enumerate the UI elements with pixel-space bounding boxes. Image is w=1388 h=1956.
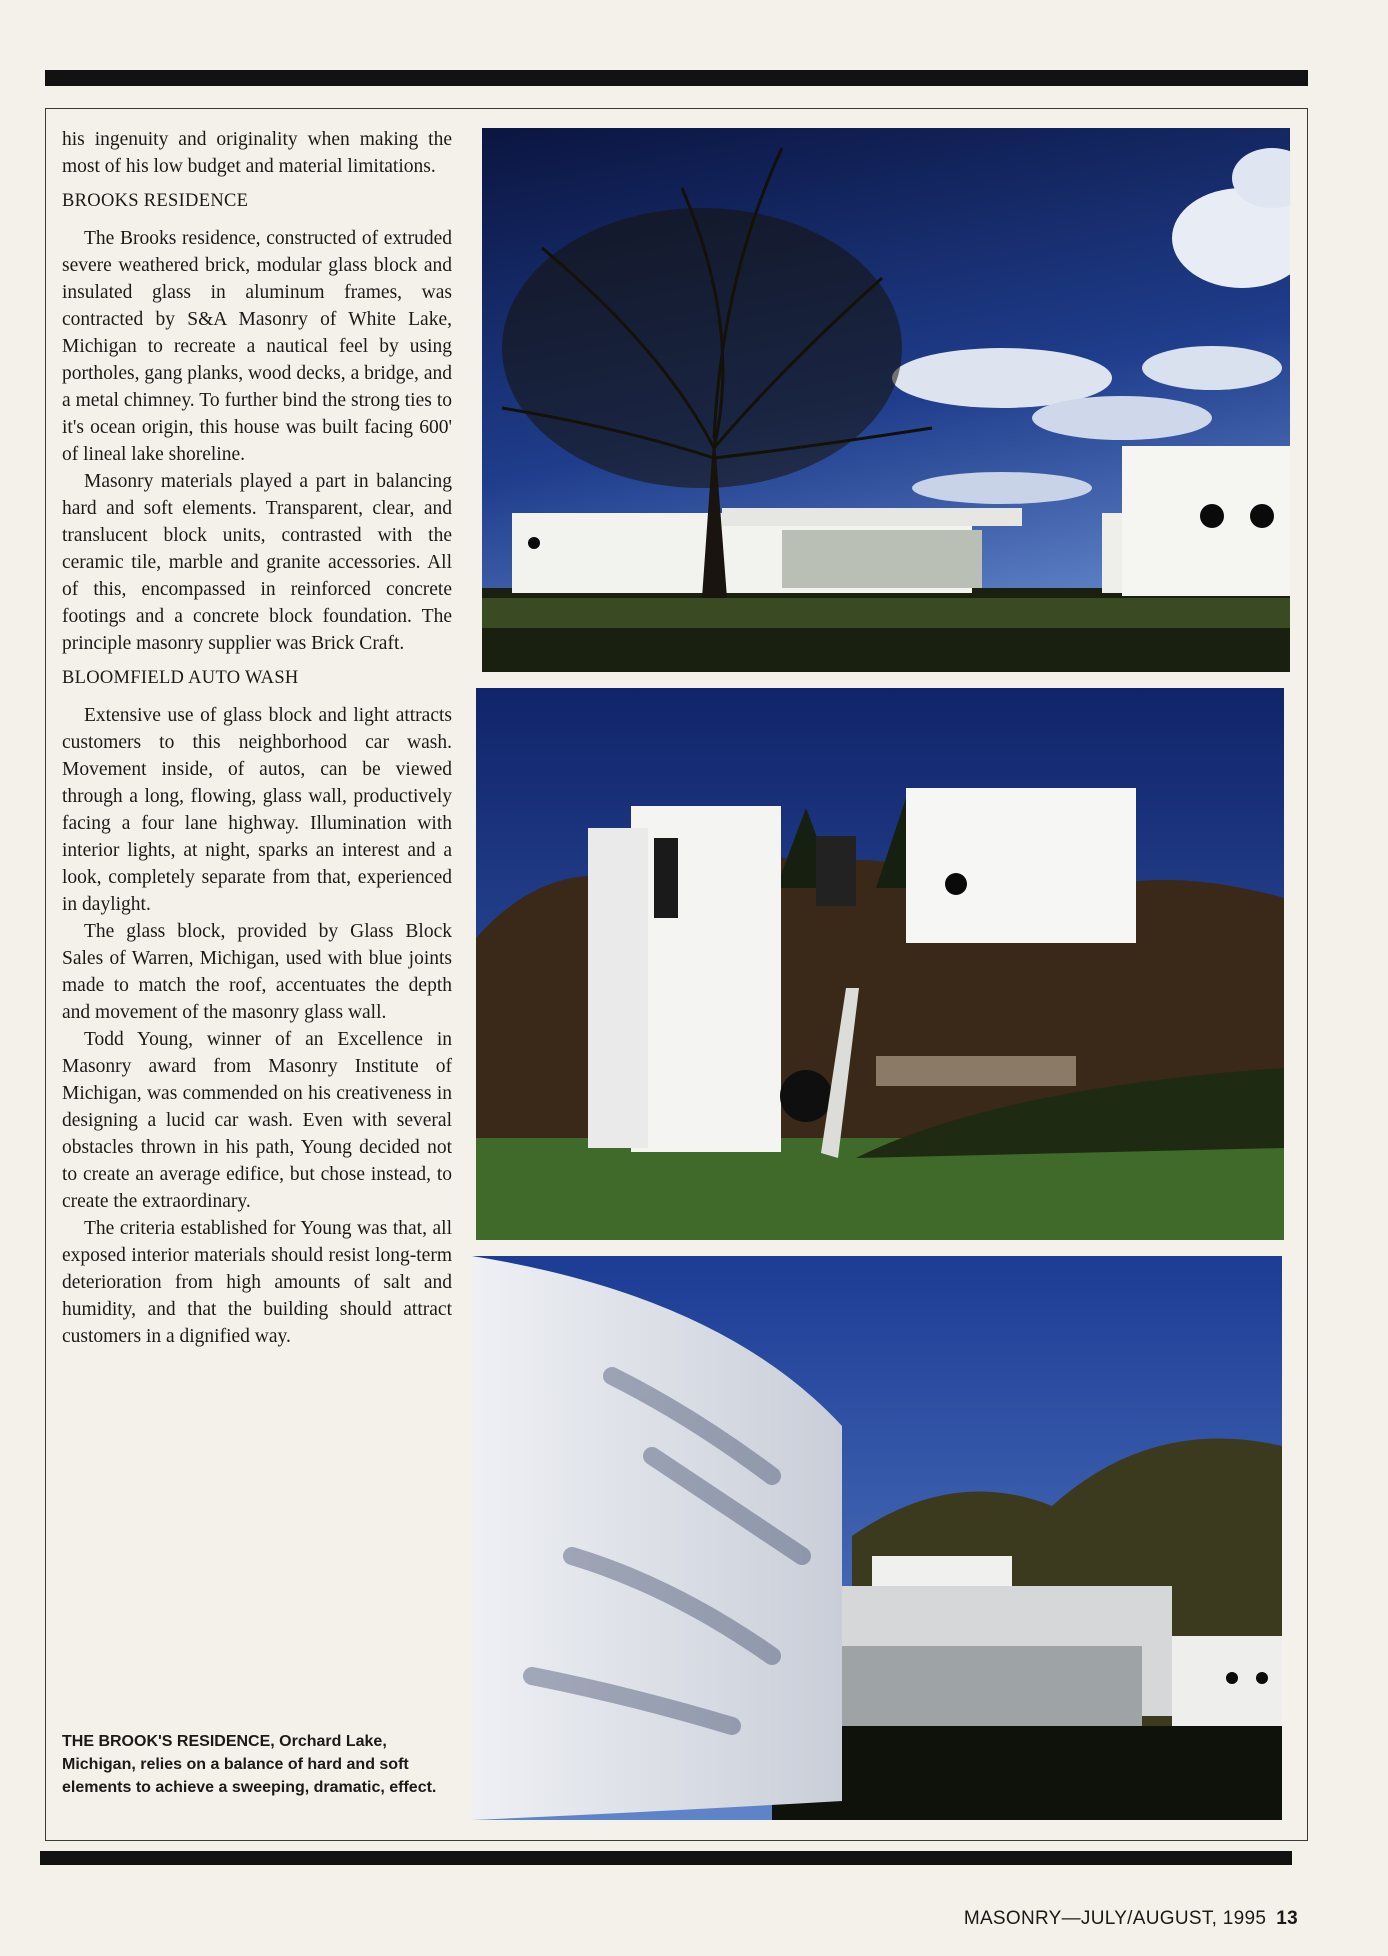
section-heading-brooks: BROOKS RESIDENCE (62, 191, 249, 211)
intro-paragraph: his ingenuity and originality when making the most of his low budget and material limitations. (62, 129, 452, 177)
paragraph: Extensive use of glass block and light attracts customers to this neighborhood car wash. Movement inside, of autos, can be viewed through a long, flowing, glass wall, productively facing a four lane highway. Illumination with interior lights, at night, sparks an interest and a look, completely separate from that, experienced in daylight. (62, 705, 452, 915)
photo-brooks-residence-side (476, 688, 1284, 1240)
publication-name: MASONRY—JULY/AUGUST, 1995 (963, 1908, 1267, 1929)
paragraph: The glass block, provided by Glass Block Sales of Warren, Michigan, used with blue joints made to match the roof, accentuates the depth and movement of the masonry glass wall. (62, 921, 452, 1023)
bottom-rule (40, 1851, 1292, 1865)
top-rule (45, 70, 1308, 86)
section-heading-bloomfield: BLOOMFIELD AUTO WASH (62, 668, 299, 688)
page-footer (964, 1908, 1298, 1930)
paragraph: The criteria established for Young was that, all exposed interior materials should resist long-term deterioration from high amounts of salt and humidity, and that the building should attract customers in a dignified way. (62, 1218, 452, 1347)
photo-brooks-residence-tree (482, 128, 1290, 672)
paragraph: Masonry materials played a part in balancing hard and soft elements. Transparent, clear, and translucent block units, contrasted with the ceramic tile, marble and granite accessories. All of this, encompassed in reinforced concrete footings and a concrete block foundation. The principle masonry supplier was Brick Craft. (62, 471, 452, 654)
page-number: 13 (1276, 1908, 1298, 1929)
photo-caption: THE BROOK'S RESIDENCE, Orchard Lake, Michigan, relies on a balance of hard and soft elements to achieve a sweeping, dramatic, effect. (62, 1733, 437, 1796)
paragraph: The Brooks residence, constructed of extruded severe weathered brick, modular glass block and insulated glass in aluminum frames, was contracted by S&A Masonry of White Lake, Michigan to recreate a nautical feel by using portholes, gang planks, wood decks, a bridge, and a metal chimney. To further bind the strong ties to it's ocean origin, this house was built facing 600' of lineal lake shoreline. (62, 228, 452, 465)
photo-brooks-residence-curved-wall (472, 1256, 1282, 1820)
article-column (62, 126, 452, 1350)
paragraph: Todd Young, winner of an Excellence in Masonry award from Masonry Institute of Michigan, was commended on his creativeness in designing a lucid car wash. Even with several obstacles thrown in his path, Young decided not to create an average edifice, but chose instead, to create the extraordinary. (62, 1029, 452, 1212)
